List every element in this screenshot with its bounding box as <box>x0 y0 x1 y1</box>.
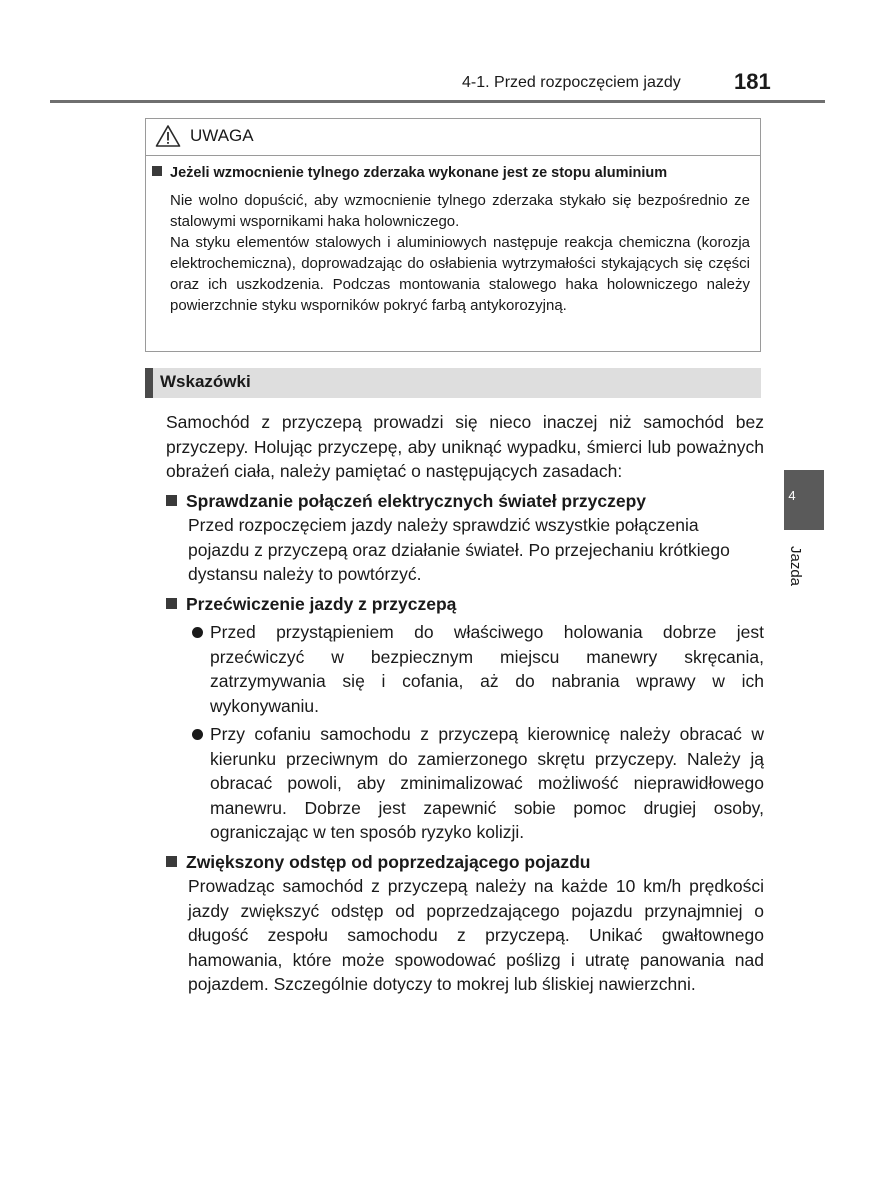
round-bullet-icon <box>192 729 203 740</box>
section-heading: Zwiększony odstęp od poprzedzającego pojazdu <box>166 850 764 875</box>
warning-paragraph: Nie wolno dopuścić, aby wzmocnienie tylnego zderzaka stykało się bezpośrednio ze stalowymi wspornikami haka holowniczego. <box>170 192 750 230</box>
warning-triangle-icon <box>155 124 181 148</box>
section-heading: Sprawdzanie połączeń elektrycznych świateł przyczepy <box>166 489 764 514</box>
warning-subheading: Jeżeli wzmocnienie tylnego zderzaka wykonane jest ze stopu aluminium <box>152 165 667 181</box>
tips-body <box>166 410 764 997</box>
tips-intro: Samochód z przyczepą prowadzi się nieco inaczej niż samochód bez przyczepy. Holując przyczepę, aby uniknąć wypadku, śmierci lub poważnych obrażeń ciała, należy pamiętać o następujących zasadach: <box>166 412 764 481</box>
square-bullet-icon <box>166 856 177 867</box>
section-text: Prowadząc samochód z przyczepą należy na każde 10 km/h prędkości jazdy zwiększyć odstęp od poprzedzającego pojazdu przynajmniej o długość zespołu samochodu z przyczepą. Unikać gwałtownego hamowania, które może spowodować poślizg i utratę panowania nad pojazdem. Szczególnie dotyczy to mokrej lub śliskiej nawierzchni. <box>188 876 764 994</box>
round-bullet-icon <box>192 627 203 638</box>
square-bullet-icon <box>152 166 162 176</box>
section-title: 4-1. Przed rozpoczęciem jazdy <box>462 74 681 91</box>
chapter-label: Jazda <box>787 546 804 587</box>
page-number: 181 <box>734 69 771 94</box>
header-divider <box>50 100 825 103</box>
square-bullet-icon <box>166 598 177 609</box>
warning-paragraph: Na styku elementów stalowych i aluminiowych następuje reakcja chemiczna (korozja elektrochemiczna), doprowadzając do osłabienia wytrzymałości stykających się części oraz ich uszkodzenia. Podczas montowania stalowego haka holowniczego należy powierzchnie styku wsporników pokryć farbą antykorozyjną. <box>170 234 750 314</box>
tips-title: Wskazówki <box>160 372 251 391</box>
tips-header-accent <box>145 368 153 398</box>
warning-header <box>146 119 760 156</box>
bullet-item: Przed przystąpieniem do właściwego holowania dobrze jest przećwiczyć w bezpiecznym miejscu manewry skręcania, zatrzymywania się i cofania, aż do nabrania wprawy w ich wykonywaniu. <box>166 620 764 718</box>
warning-box <box>145 118 761 352</box>
section-text: Przed rozpoczęciem jazdy należy sprawdzić wszystkie połączenia pojazdu z przyczepą oraz działanie świateł. Po przejechaniu krótkiego dystansu należy to powtórzyć. <box>188 515 730 584</box>
section-heading: Przećwiczenie jazdy z przyczepą <box>166 592 764 617</box>
chapter-number: 4 <box>788 488 796 503</box>
bullet-item: Przy cofaniu samochodu z przyczepą kierownicę należy obracać w kierunku przeciwnym do zamierzonego skrętu przyczepy. Należy ją obracać powoli, aby zminimalizować możliwość nieprawidłowego manewru. Dobrze jest zapewnić sobie pomoc drugiej osoby, ograniczając w ten sposób ryzyko kolizji. <box>166 722 764 845</box>
square-bullet-icon <box>166 495 177 506</box>
warning-body <box>170 190 750 316</box>
warning-title: UWAGA <box>190 126 254 145</box>
